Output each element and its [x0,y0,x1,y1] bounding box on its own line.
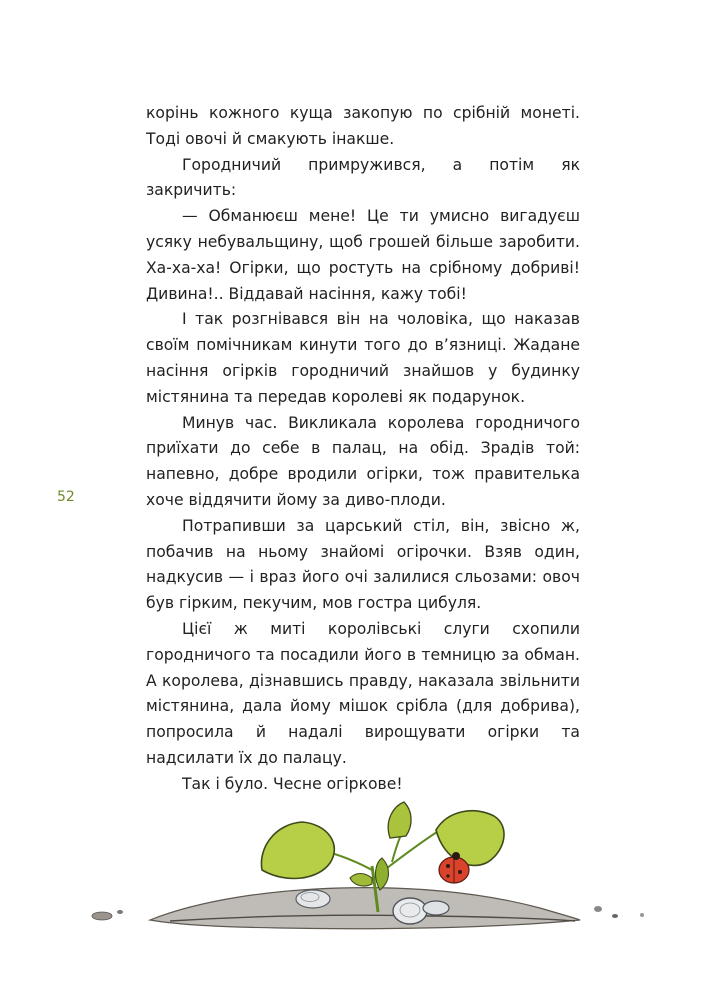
leaf [376,858,389,890]
leaf [350,874,372,887]
paragraph-5: Минув час. Викликала королева городничого приїхати до себе в палац, на обід. Зрадів той: напевно, добре вродили огірки, тож правителька хоче віддячити йому за диво-плоди. [146,413,580,509]
ladybug-spot [458,870,462,874]
pebble [594,906,602,912]
ladybug-head [452,852,460,860]
paragraph-6: Потрапивши за царський стіл, він, звісно ж, побачив на ньому знайомі огірочки. Взяв один, надкусив — і враз його очі залилися сльозами: овоч був гірким, пекучим, мов гостра цибуля. [146,516,580,613]
pebble [92,912,112,920]
story-text [146,101,580,798]
sprout-illustration [80,800,660,950]
paragraph-7: Цієї ж миті королівські слуги схопили городничого та посадили його в темницю за обман. А королева, дізнавшись правду, наказала звільнити містянина, дала йому мішок срібла (для добрива), попросила й надалі вирощувати огірки та надсилати їх до палацу. [146,619,580,767]
paragraph-1: корінь кожного куща закопую по срібній монеті. Тоді овочі й смакують інакше. [146,104,580,148]
leaf [388,802,411,838]
silver-coin [393,898,427,924]
page-number: 52 [57,489,75,505]
pebble [640,913,644,917]
ladybug-spot [446,864,450,868]
silver-coin [423,901,449,915]
pebble [117,910,123,914]
soil-mound [150,888,580,929]
ladybug-spot [446,874,449,877]
pebble [612,914,618,918]
paragraph-2: Городничий примружився, а потім як закричить: [146,155,580,200]
paragraph-4: І так розгнівався він на чоловіка, що наказав своїм помічникам кинути того до в’язниці. Жадане насіння огірків городничий знайшов у будинку містянина та передав королеві як подарунок. [146,310,580,406]
leaf [261,822,334,878]
leaf [436,811,504,866]
paragraph-8: Так і було. Чесне огіркове! [182,774,403,793]
paragraph-3: — Обманюєш мене! Це ти умисно вигадуєш усяку небувальщину, щоб грошей більше заробити. Ха-ха-ха! Огірки, що ростуть на срібному добриві! Дивина!.. Віддавай насіння, кажу тобі! [146,207,580,303]
